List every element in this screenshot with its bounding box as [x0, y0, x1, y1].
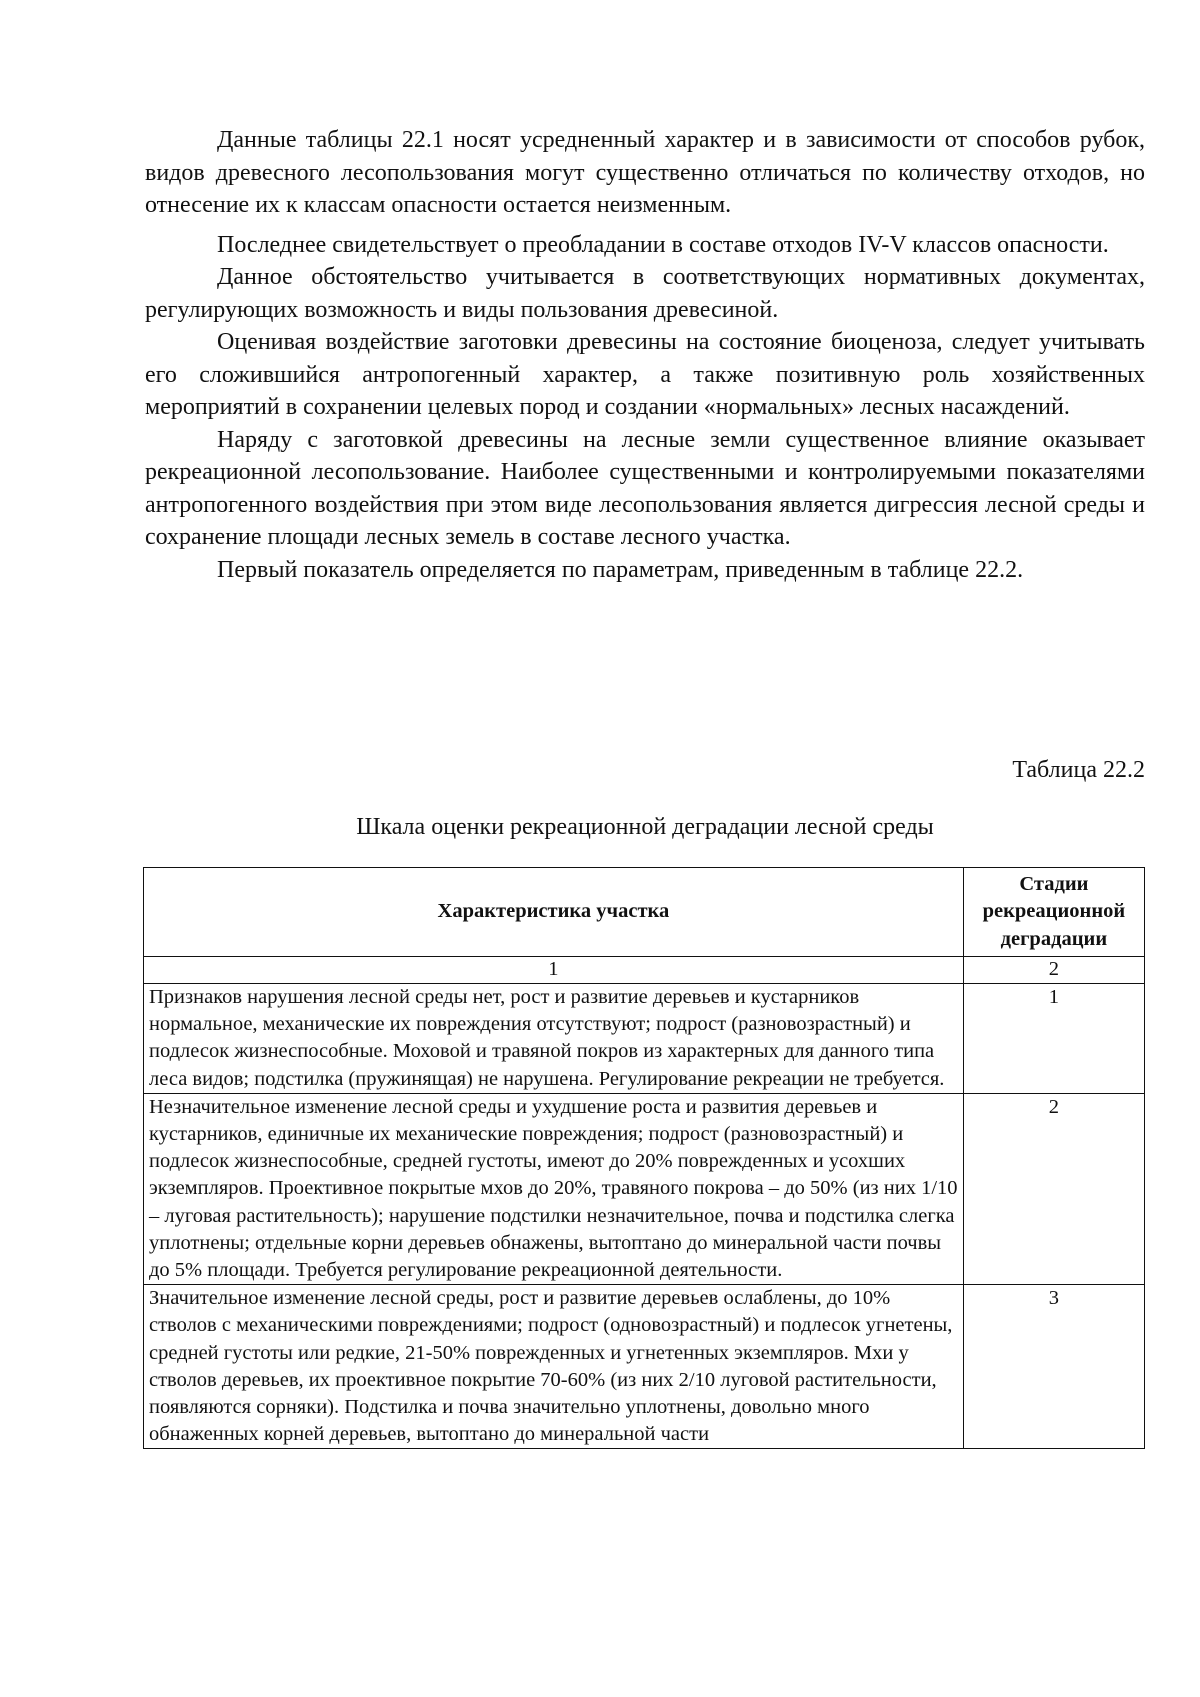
- body-text: [145, 124, 1145, 586]
- table-row: [144, 1285, 1145, 1449]
- table-row: [144, 1093, 1145, 1284]
- paragraph-6: Первый показатель определяется по параметрам, приведенным в таблице 22.2.: [217, 556, 1024, 583]
- degradation-scale-table: [143, 867, 1145, 1449]
- header-stage: Стадии рекреационной деградации: [963, 868, 1144, 957]
- table-row: [144, 984, 1145, 1094]
- paragraph-5: Наряду с заготовкой древесины на лесные земли существенное влияние оказывает рекреационной лесопользование. Наиболее существенными и контролируемыми показателями антропогенного воздействия при этом виде лесопользования является дигрессия лесной среды и сохранение площади лесных земель в составе лесного участка.: [145, 426, 1145, 550]
- paragraph-3: Данное обстоятельство учитывается в соответствующих нормативных документах, регулирующих возможность и виды пользования древесиной.: [145, 264, 1145, 323]
- row-2-description: Незначительное изменение лесной среды и ухудшение роста и развития деревьев и кустарников, единичные их механические повреждения; подрост (разновозрастный) и подлесок жизнеспособные, средней густоты, имеют до 20% поврежденных и усохших экземпляров. Проективное покрытые мхов до 20%, травяного покрова – до 50% (из них 1/10 – луговая растительность); нарушение подстилки незначительное, почва и подстилка слегка уплотнены; отдельные корни деревьев обнажены, вытоптано до минеральной части почвы до 5% площади. Требуется регулирование рекреационной деятельности.: [144, 1093, 964, 1284]
- table-title: Шкала оценки рекреационной деградации лесной среды: [356, 814, 934, 840]
- row-2-stage: 2: [963, 1093, 1144, 1284]
- header-characteristic: Характеристика участка: [144, 868, 964, 957]
- column-number-row: [144, 957, 1145, 984]
- table-number: Таблица 22.2: [1012, 757, 1145, 783]
- paragraph-2: Последнее свидетельствует о преобладании в составе отходов IV-V классов опасности.: [217, 231, 1109, 258]
- paragraph-4: Оценивая воздействие заготовки древесины на состояние биоценоза, следует учитывать его сложившийся антропогенный характер, а также позитивную роль хозяйственных мероприятий в сохранении целевых пород и создании «нормальных» лесных насаждений.: [145, 329, 1145, 420]
- table-header-row: [144, 868, 1145, 957]
- row-1-description: Признаков нарушения лесной среды нет, рост и развитие деревьев и кустарников нормальное, механические их повреждения отсутствуют; подрост (разновозрастный) и подлесок жизнеспособные. Моховой и травяной покров из характерных для данного типа леса видов; подстилка (пружинящая) не нарушена. Регулирование рекреации не требуется.: [144, 984, 964, 1094]
- row-1-stage: 1: [963, 984, 1144, 1094]
- row-3-description: Значительное изменение лесной среды, рост и развитие деревьев ослаблены, до 10% стволов с механическими повреждениями; подрост (одновозрастный) и подлесок угнетены, средней густоты или редкие, 21-50% поврежденных и угнетенных экземпляров. Мхи у стволов деревьев, их проективное покрытие 70-60% (из них 2/10 луговой растительности, появляются сорняки). Подстилка и почва значительно уплотнены, довольно много обнаженных корней деревьев, вытоптано до минеральной части: [144, 1285, 964, 1449]
- column-number-2: 2: [963, 957, 1144, 984]
- paragraph-1: Данные таблицы 22.1 носят усредненный характер и в зависимости от способов рубок, видов древесного лесопользования могут существенно отличаться по количеству отходов, но отнесение их к классам опасности остается неизменным.: [145, 127, 1145, 218]
- row-3-stage: 3: [963, 1285, 1144, 1449]
- column-number-1: 1: [144, 957, 964, 984]
